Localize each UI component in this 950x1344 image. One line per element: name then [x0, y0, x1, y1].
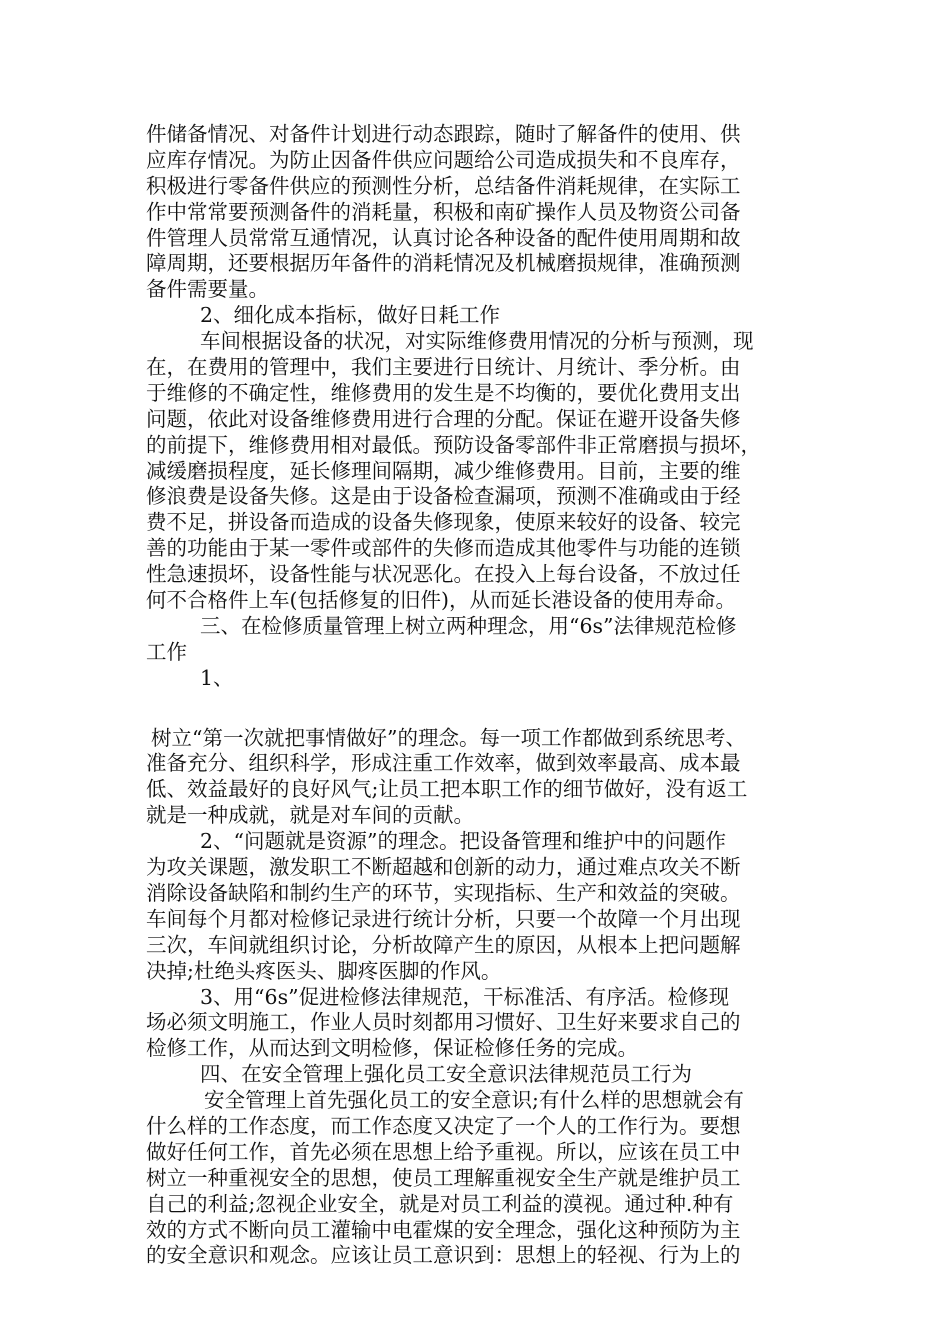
text-line: 检修工作，从而达到文明检修，保证检修任务的完成。 [146, 1036, 638, 1061]
section-heading: 四、在安全管理上强化员工安全意识法律规范员工行为 [200, 1062, 692, 1087]
text-line: 于维修的不确定性，维修费用的发生是不均衡的，要优化费用支出 [146, 380, 741, 405]
text-line: 准备充分、组织科学，形成注重工作效率，做到效率最高、成本最 [146, 751, 741, 776]
paragraph-first-line: 安全管理上首先强化员工的安全意识;有什么样的思想就会有 [204, 1088, 744, 1113]
text-line: 树立一种重视安全的思想，使员工理解重视安全生产就是维护员工 [146, 1165, 741, 1190]
section-heading: 2、细化成本指标，做好日耗工作 [200, 303, 501, 328]
text-line: 的安全意识和观念。应该让员工意识到：思想上的轻视、行为上的 [146, 1243, 741, 1268]
text-line: 自己的利益;忽视企业安全，就是对员工利益的漠视。通过种.种有 [146, 1191, 734, 1216]
text-line: 件储备情况、对备件计划进行动态跟踪，随时了解备件的使用、供 [146, 122, 741, 146]
text-line: 三次，车间就组织讨论，分析故障产生的原因，从根本上把问题解 [146, 932, 741, 957]
paragraph-first-line: 2、“问题就是资源”的理念。把设备管理和维护中的问题作 [200, 829, 727, 854]
text-line: 何不合格件上车(包括修复的旧件)，从而延长港设备的使用寿命。 [146, 588, 736, 613]
text-line: 应库存情况。为防止因备件供应问题给公司造成损失和不良库存， [146, 147, 741, 172]
text-line: 问题，依此对设备维修费用进行合理的分配。保证在避开设备失修 [146, 406, 741, 431]
text-line: 障周期，还要根据历年备件的消耗情况及机械磨损规律，准确预测 [146, 251, 741, 276]
text-line: 费不足，拼设备而造成的设备失修现象，使原来较好的设备、较完 [146, 510, 741, 535]
text-line: 工作 [146, 639, 187, 664]
text-line: 积极进行零备件供应的预测性分析，总结备件消耗规律，在实际工 [146, 173, 741, 198]
text-line: 场必须文明施工，作业人员时刻都用习惯好、卫生好来要求自己的 [146, 1010, 741, 1035]
document-page [146, 122, 836, 1269]
paragraph-first-line: 车间根据设备的状况，对实际维修费用情况的分析与预测，现 [200, 329, 754, 354]
text-line: 减缓磨损程度，延长修理间隔期，减少维修费用。目前，主要的维 [146, 458, 741, 483]
text-line: 为攻关课题，激发职工不断超越和创新的动力，通过难点攻关不断 [146, 855, 741, 880]
text-line: 备件需要量。 [146, 277, 269, 302]
text-line: 件管理人员常常互通情况，认真讨论各种设备的配件使用周期和故 [146, 225, 741, 250]
text-line: 决掉;杜绝头疼医头、脚疼医脚的作风。 [146, 958, 502, 983]
text-line: 低、效益最好的良好风气;让员工把本职工作的细节做好，没有返工 [146, 777, 748, 802]
paragraph-first-line: 3、用“6s”促进检修法律规范，干标准活、有序活。检修现 [200, 984, 730, 1009]
text-line: 性急速损坏，设备性能与状况恶化。在投入上每台设备，不放过任 [146, 562, 741, 587]
text-line: 车间每个月都对检修记录进行统计分析，只要一个故障一个月出现 [146, 906, 741, 931]
blank-gap [146, 692, 836, 726]
text-line: 就是一种成就，就是对车间的贡献。 [146, 803, 474, 828]
section-heading: 三、在检修质量管理上树立两种理念，用“6s”法律规范检修 [200, 613, 737, 638]
text-line: 作中常常要预测备件的消耗量，积极和南矿操作人员及物资公司备 [146, 199, 741, 224]
text-line: 善的功能由于某一零件或部件的失修而造成其他零件与功能的连锁 [146, 536, 741, 561]
text-line: 做好任何工作，首先必须在思想上给予重视。所以，应该在员工中 [146, 1139, 741, 1164]
text-line: 什么样的工作态度，而工作态度又决定了一个人的工作行为。要想 [146, 1113, 741, 1138]
text-line: 的前提下，维修费用相对最低。预防设备零部件非正常磨损与损坏， [146, 432, 761, 457]
text-line: 在，在费用的管理中，我们主要进行日统计、月统计、季分析。由 [146, 355, 741, 380]
text-line: 消除设备缺陷和制约生产的环节，实现指标、生产和效益的突破。 [146, 880, 741, 905]
text-line: 修浪费是设备失修。这是由于设备检查漏项，预测不准确或由于经 [146, 484, 741, 509]
list-number: 1、 [200, 665, 234, 690]
paragraph-first-line: 树立“第一次就把事情做好”的理念。每一项工作都做到系统思考、 [151, 725, 746, 750]
text-line: 效的方式不断向员工灌输中电霍煤的安全理念，强化这种预防为主 [146, 1217, 741, 1242]
